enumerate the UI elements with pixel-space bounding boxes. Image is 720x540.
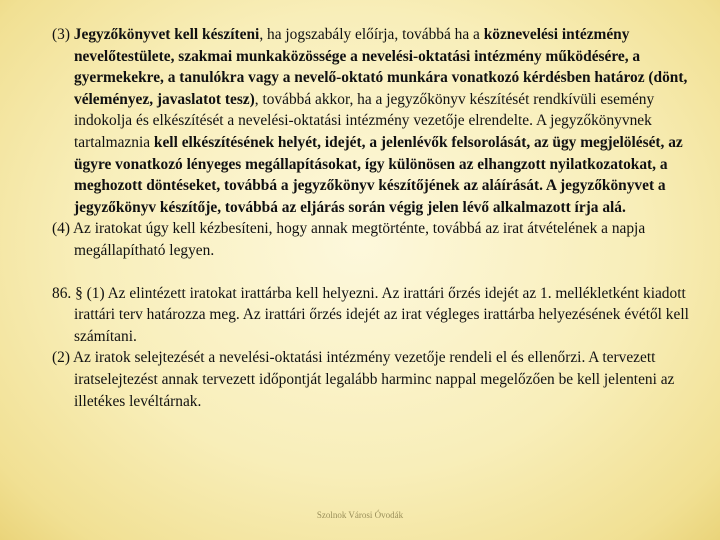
paragraph-segment: (4) Az iratokat úgy kell kézbesíteni, hogy annak megtörténte, továbbá az irat átvételének a napja megállapítható legyen.	[52, 220, 646, 259]
footer-text: Szolnok Városi Óvodák	[316, 510, 404, 520]
document-body	[52, 24, 714, 412]
paragraph-segment: (2) Az iratok selejtezését a nevelési-oktatási intézmény vezetője rendeli el és ellenőrzi. A tervezett iratselejtezést annak tervezett időpontját legalább harminc nappal megelőzően be kell jelenteni az illetékes levéltárnak.	[52, 349, 675, 410]
paragraph-spacer	[52, 262, 714, 283]
paragraph-86-1	[52, 283, 714, 348]
paragraph-86-2	[52, 347, 714, 412]
paragraph-4	[52, 218, 714, 261]
paragraph-segment: 86. § (1) Az elintézett iratokat irattárba kell helyezni. Az irattári őrzés idejét az 1. mellékletként kiadott irattári terv határozza meg. Az irattári őrzés idejét az irat végleges irattárba helyezésének évétől kell számítani.	[52, 284, 689, 345]
paragraph-segment-bold: köznevelési intézmény nevelőtestülete, szakmai munkaközössége a nevelési-oktatási intézmény működésére, a gyermekekre, a tanulókra vagy a nevelő-oktató munkára vonatkozó kérdésben határoz (dönt, véleményez, javaslatot tesz)	[74, 26, 688, 108]
paragraph-segment: , továbbá akkor, ha a jegyzőkönyv készítését rendkívüli esemény indokolja és elkészítését a nevelési-oktatási intézmény vezetője elrendelte. A jegyzőkönyvnek tartalmaznia	[74, 90, 655, 151]
paragraph-segment-bold: kell elkészítésének helyét, idejét, a jelenlévők felsorolását, az ügy megjelölését, az ügyre vonatkozó lényeges megállapításokat, így különösen az elhangzott nyilatkozatokat, a meghozott döntéseket, továbbá a jegyzőkönyv készítőjének az aláírását. A jegyzőkönyvet a jegyzőkönyv készítője, továbbá az eljárás során végig jelen lévő alkalmazott írja alá.	[74, 133, 683, 216]
paragraph-segment: , ha jogszabály előírja, továbbá ha a	[259, 26, 484, 43]
paragraph-segment: (3)	[52, 26, 74, 43]
paragraph-3	[52, 24, 714, 218]
paragraph-segment-bold: Jegyzőkönyvet kell készíteni	[73, 26, 260, 43]
